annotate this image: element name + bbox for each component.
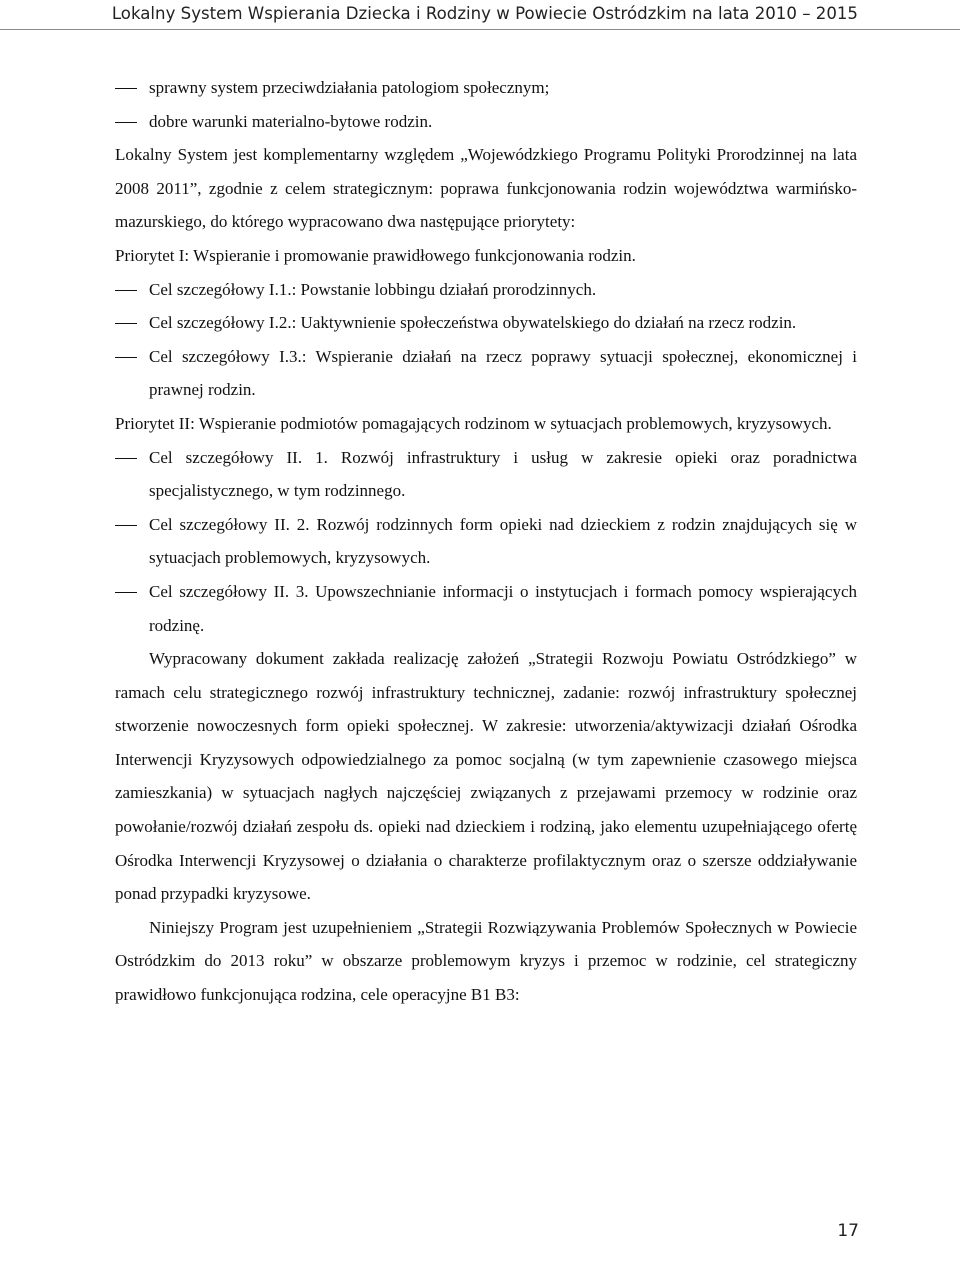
list-item-text: Cel szczegółowy II. 1. Rozwój infrastruktury i usług w zakresie opieki oraz poradnictwa specjalistycznego, w tym rodzinnego. xyxy=(149,447,857,501)
running-header xyxy=(0,0,960,30)
strategy-paragraph: Wypracowany dokument zakłada realizację założeń „Strategii Rozwoju Powiatu Ostródzkiego” w ramach celu strategicznego rozwój infrastruktury technicznej, zadanie: rozwój infrastruktury społecznej stworzenie nowoczesnych form opieki społecznej. W zakresie: utworzenia/aktywizacji działań Ośrodka Interwencji Kryzysowych odpowiedzialnego za pomoc socjalną (w tym zapewnienie czasowego miejsca zamieszkania) w sytuacjach nagłych najczęściej związanych z przejawami przemocy w rodzinie oraz powołanie/rozwój działań zespołu ds. opieki nad dzieckiem i rodziną, jako elementu uzupełniającego ofertę Ośrodka Interwencji Kryzysowej o działania o charakterze profilaktycznym oraz o szersze oddziaływanie ponad przypadki kryzysowe. xyxy=(115,649,857,904)
list-item xyxy=(115,575,857,642)
list-item-text: sprawny system przeciwdziałania patologiom społecznym; xyxy=(149,78,550,97)
list-item-text: Cel szczegółowy I.1.: Powstanie lobbingu działań prorodzinnych. xyxy=(149,279,597,299)
list-item xyxy=(115,441,857,508)
list-item-text: Cel szczegółowy I.3.: Wspieranie działań na rzecz poprawy sytuacji społecznej, ekonomicznej i prawnej rodzin. xyxy=(149,346,857,400)
document-body xyxy=(115,71,857,1012)
list-item xyxy=(115,71,857,105)
program-paragraph: Niniejszy Program jest uzupełnieniem „Strategii Rozwiązywania Problemów Społecznych w Powiecie Ostródzkim do 2013 roku” w obszarze problemowym kryzys i przemoc w rodzinie, cel strategiczny prawidłowo funkcjonująca rodzina, cele operacyjne B1 B3: xyxy=(115,917,857,1005)
header-title: Lokalny System Wspierania Dziecka i Rodziny w Powiecie Ostródzkim na lata 2010 – 2015 xyxy=(111,4,858,23)
list-item xyxy=(115,273,857,307)
intro-paragraph: Lokalny System jest komplementarny względem „Wojewódzkiego Programu Polityki Prorodzinnej na lata 2008 2011”, zgodnie z celem strategicznym: poprawa funkcjonowania rodzin województwa warmińsko-mazurskiego, do którego wypracowano dwa następujące priorytety: xyxy=(115,145,857,232)
page-number: 17 xyxy=(837,1221,859,1241)
list-item-text: Cel szczegółowy II. 3. Upowszechnianie informacji o instytucjach i formach pomocy wspierających rodzinę. xyxy=(149,581,857,635)
list-item xyxy=(115,508,857,575)
list-item xyxy=(115,306,857,340)
list-item-text: dobre warunki materialno-bytowe rodzin. xyxy=(149,111,433,131)
priority-heading: Priorytet II: Wspieranie podmiotów pomagających rodzinom w sytuacjach problemowych, kryzysowych. xyxy=(115,413,832,433)
priority-heading: Priorytet I: Wspieranie i promowanie prawidłowego funkcjonowania rodzin. xyxy=(115,245,636,265)
list-item xyxy=(115,340,857,407)
list-item-text: Cel szczegółowy I.2.: Uaktywnienie społeczeństwa obywatelskiego do działań na rzecz rodzin. xyxy=(149,313,797,333)
list-item xyxy=(115,105,857,139)
list-item-text: Cel szczegółowy II. 2. Rozwój rodzinnych form opieki nad dzieckiem z rodzin znajdujących się w sytuacjach problemowych, kryzysowych. xyxy=(149,514,857,568)
